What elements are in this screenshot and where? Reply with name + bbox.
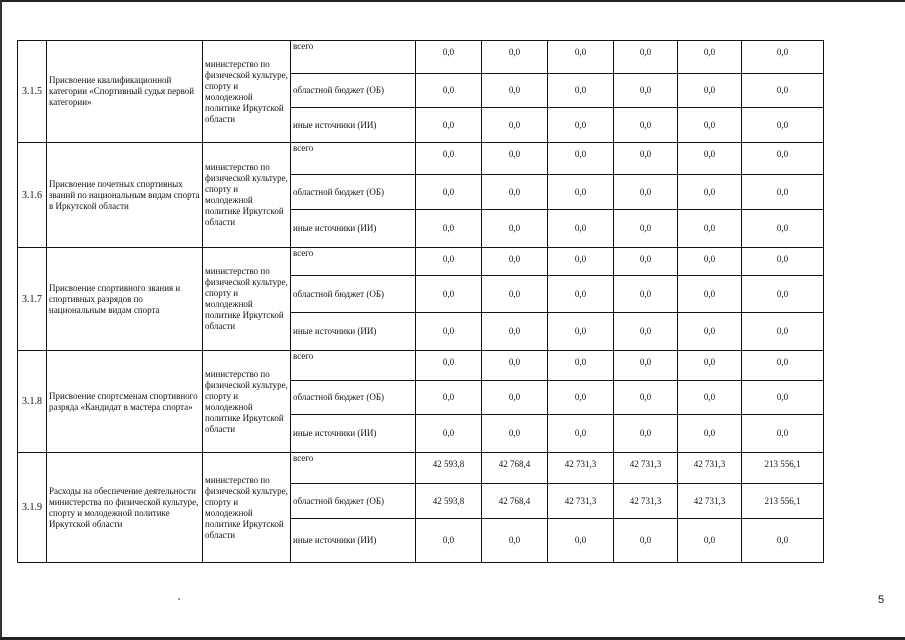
value-cell: 0,0	[416, 519, 482, 563]
funding-source-label: иные источники (ИИ)	[291, 313, 416, 351]
value-cell: 0,0	[614, 248, 678, 276]
executor-cell: министерство по физической культуре, спорту и молодежной политике Иркутской области	[203, 248, 291, 351]
value-cell: 0,0	[416, 248, 482, 276]
value-cell: 0,0	[548, 108, 614, 143]
executor-cell: министерство по физической культуре, спорту и молодежной политике Иркутской области	[203, 41, 291, 143]
funding-source-label: областной бюджет (ОБ)	[291, 175, 416, 210]
value-cell: 42 731,3	[614, 453, 678, 484]
value-cell: 0,0	[678, 415, 742, 453]
value-cell: 0,0	[614, 351, 678, 381]
value-cell: 0,0	[614, 519, 678, 563]
item-name: Присвоение почетных спортивных званий по национальным видам спорта в Иркутской области	[47, 143, 203, 248]
value-cell: 0,0	[678, 108, 742, 143]
value-cell: 0,0	[416, 108, 482, 143]
value-cell: 0,0	[548, 74, 614, 108]
value-cell: 0,0	[742, 276, 824, 313]
value-cell: 42 731,3	[678, 453, 742, 484]
value-cell: 0,0	[742, 351, 824, 381]
table-row	[18, 41, 824, 74]
value-cell: 42 593,8	[416, 453, 482, 484]
scan-speck	[178, 598, 180, 600]
value-cell: 0,0	[678, 41, 742, 74]
value-cell: 0,0	[416, 351, 482, 381]
value-cell: 0,0	[614, 381, 678, 415]
value-cell: 0,0	[614, 276, 678, 313]
value-cell: 0,0	[678, 210, 742, 248]
item-number: 3.1.5	[18, 41, 47, 143]
funding-source-label: областной бюджет (ОБ)	[291, 74, 416, 108]
value-cell: 0,0	[482, 351, 548, 381]
value-cell: 0,0	[548, 175, 614, 210]
value-cell: 0,0	[678, 519, 742, 563]
value-cell: 0,0	[416, 41, 482, 74]
value-cell: 0,0	[482, 41, 548, 74]
value-cell: 42 731,3	[614, 484, 678, 519]
value-cell: 0,0	[678, 74, 742, 108]
value-cell: 0,0	[416, 74, 482, 108]
value-cell: 0,0	[548, 381, 614, 415]
value-cell: 0,0	[742, 41, 824, 74]
table-row	[18, 453, 824, 484]
value-cell: 0,0	[416, 276, 482, 313]
value-cell: 42 731,3	[678, 484, 742, 519]
value-cell: 0,0	[614, 143, 678, 175]
item-number: 3.1.6	[18, 143, 47, 248]
value-cell: 0,0	[482, 74, 548, 108]
funding-source-label: всего	[291, 41, 416, 74]
value-cell: 0,0	[678, 248, 742, 276]
value-cell: 42 768,4	[482, 453, 548, 484]
value-cell: 0,0	[614, 210, 678, 248]
value-cell: 0,0	[548, 210, 614, 248]
scan-edge-top	[0, 0, 905, 2]
funding-source-label: всего	[291, 351, 416, 381]
table-body	[18, 41, 824, 563]
item-name: Расходы на обеспечение деятельности министерства по физической культуре, спорту и молодежной политике Иркутской области	[47, 453, 203, 563]
page-number: 5	[878, 594, 885, 606]
value-cell: 0,0	[416, 313, 482, 351]
funding-source-label: иные источники (ИИ)	[291, 519, 416, 563]
value-cell: 0,0	[416, 175, 482, 210]
value-cell: 0,0	[742, 175, 824, 210]
funding-source-label: областной бюджет (ОБ)	[291, 381, 416, 415]
value-cell: 0,0	[548, 143, 614, 175]
value-cell: 0,0	[742, 313, 824, 351]
scan-edge-left	[0, 0, 2, 640]
funding-source-label: всего	[291, 143, 416, 175]
value-cell: 0,0	[482, 210, 548, 248]
value-cell: 0,0	[482, 313, 548, 351]
value-cell: 0,0	[482, 175, 548, 210]
value-cell: 0,0	[614, 108, 678, 143]
budget-table	[17, 40, 824, 563]
value-cell: 0,0	[614, 74, 678, 108]
value-cell: 0,0	[742, 74, 824, 108]
value-cell: 0,0	[548, 415, 614, 453]
executor-cell: министерство по физической культуре, спорту и молодежной политике Иркутской области	[203, 143, 291, 248]
value-cell: 0,0	[742, 248, 824, 276]
value-cell: 42 731,3	[548, 484, 614, 519]
value-cell: 0,0	[416, 210, 482, 248]
value-cell: 0,0	[678, 313, 742, 351]
table-row	[18, 351, 824, 381]
value-cell: 0,0	[548, 276, 614, 313]
item-number: 3.1.9	[18, 453, 47, 563]
value-cell: 213 556,1	[742, 484, 824, 519]
value-cell: 0,0	[742, 108, 824, 143]
item-name: Присвоение спортивного звания и спортивных разрядов по национальным видам спорта	[47, 248, 203, 351]
value-cell: 0,0	[548, 248, 614, 276]
value-cell: 0,0	[482, 108, 548, 143]
value-cell: 0,0	[614, 313, 678, 351]
value-cell: 0,0	[742, 519, 824, 563]
executor-cell: министерство по физической культуре, спорту и молодежной политике Иркутской области	[203, 453, 291, 563]
table-row	[18, 143, 824, 175]
value-cell: 0,0	[548, 313, 614, 351]
value-cell: 42 731,3	[548, 453, 614, 484]
value-cell: 42 768,4	[482, 484, 548, 519]
funding-source-label: всего	[291, 248, 416, 276]
value-cell: 0,0	[742, 210, 824, 248]
executor-cell: министерство по физической культуре, спорту и молодежной политике Иркутской области	[203, 351, 291, 453]
value-cell: 0,0	[416, 381, 482, 415]
value-cell: 0,0	[742, 143, 824, 175]
value-cell: 0,0	[678, 175, 742, 210]
funding-source-label: областной бюджет (ОБ)	[291, 484, 416, 519]
value-cell: 0,0	[678, 276, 742, 313]
funding-source-label: иные источники (ИИ)	[291, 415, 416, 453]
funding-source-label: областной бюджет (ОБ)	[291, 276, 416, 313]
value-cell: 0,0	[482, 415, 548, 453]
item-name: Присвоение квалификационной категории «Спортивный судья первой категории»	[47, 41, 203, 143]
item-number: 3.1.7	[18, 248, 47, 351]
funding-source-label: иные источники (ИИ)	[291, 108, 416, 143]
value-cell: 0,0	[416, 143, 482, 175]
value-cell: 0,0	[678, 381, 742, 415]
value-cell: 0,0	[482, 519, 548, 563]
item-number: 3.1.8	[18, 351, 47, 453]
value-cell: 0,0	[482, 381, 548, 415]
value-cell: 0,0	[742, 415, 824, 453]
value-cell: 42 593,8	[416, 484, 482, 519]
funding-source-label: всего	[291, 453, 416, 484]
item-name: Присвоение спортсменам спортивного разряда «Кандидат в мастера спорта»	[47, 351, 203, 453]
value-cell: 0,0	[482, 248, 548, 276]
value-cell: 0,0	[548, 351, 614, 381]
funding-source-label: иные источники (ИИ)	[291, 210, 416, 248]
table-row	[18, 248, 824, 276]
value-cell: 0,0	[482, 143, 548, 175]
value-cell: 0,0	[742, 381, 824, 415]
value-cell: 0,0	[614, 41, 678, 74]
value-cell: 0,0	[614, 415, 678, 453]
value-cell: 213 556,1	[742, 453, 824, 484]
value-cell: 0,0	[548, 41, 614, 74]
value-cell: 0,0	[548, 519, 614, 563]
value-cell: 0,0	[678, 143, 742, 175]
value-cell: 0,0	[482, 276, 548, 313]
value-cell: 0,0	[416, 415, 482, 453]
value-cell: 0,0	[614, 175, 678, 210]
value-cell: 0,0	[678, 351, 742, 381]
